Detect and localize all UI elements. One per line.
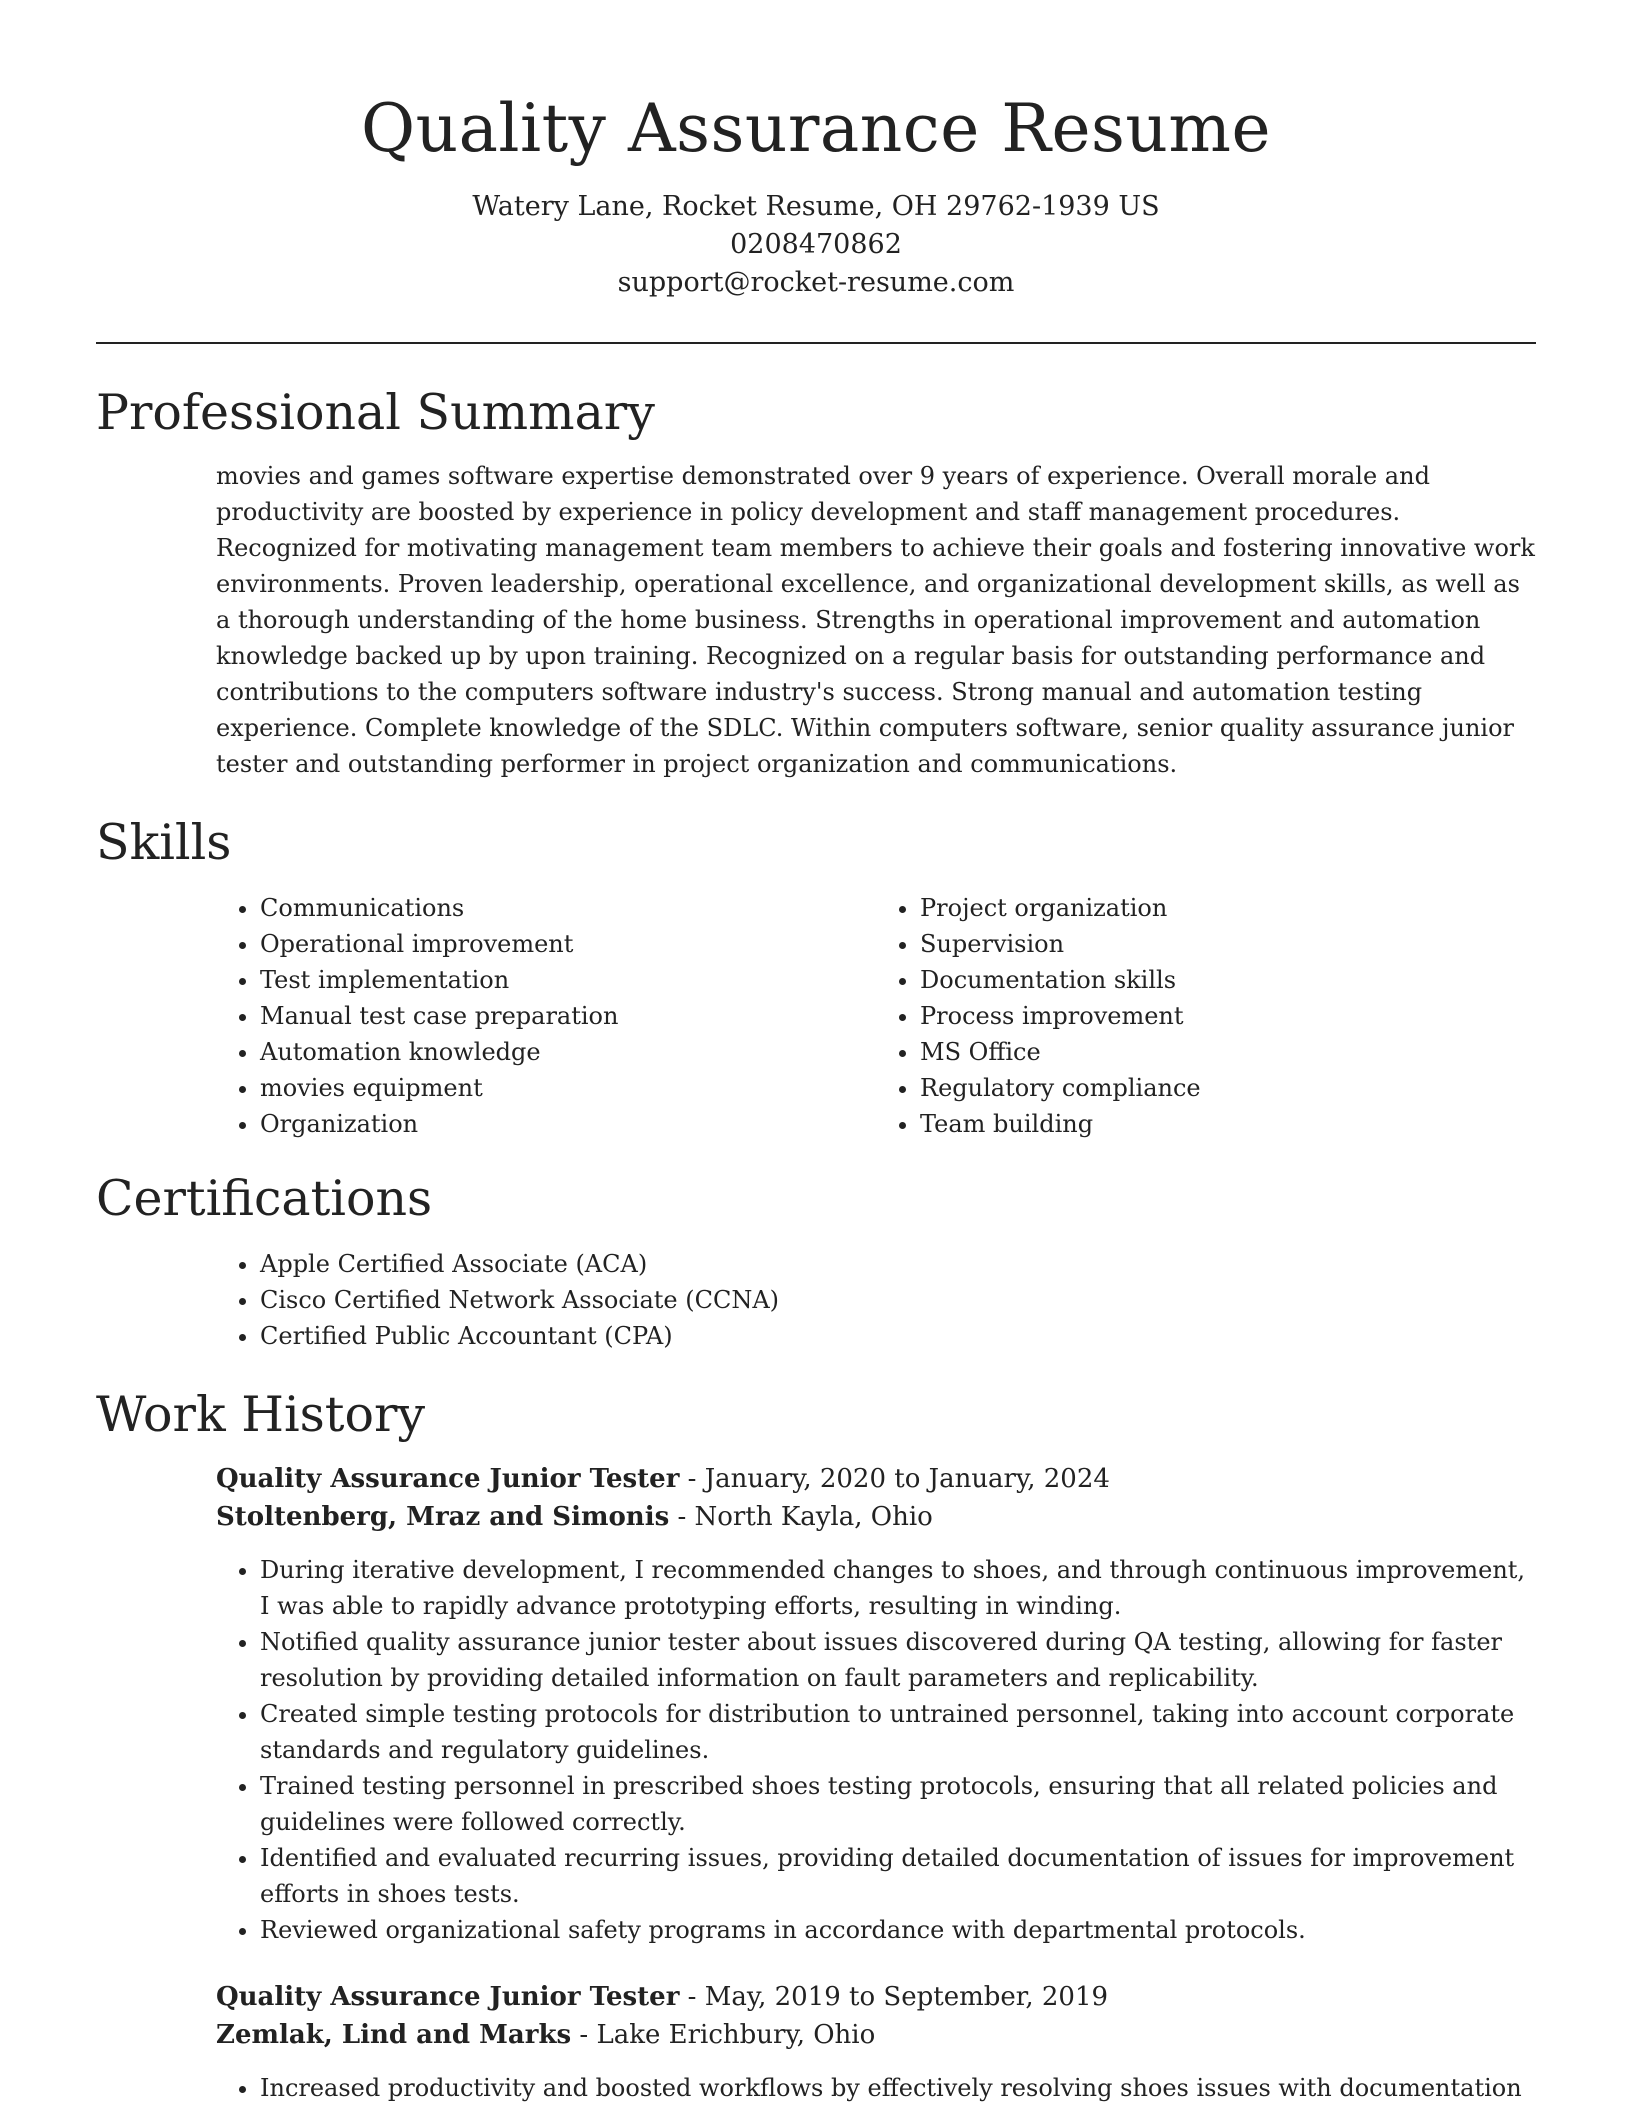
job-title: Quality Assurance Junior Tester bbox=[216, 1464, 680, 1494]
job-bullets bbox=[216, 2070, 1536, 2106]
header-divider bbox=[96, 342, 1536, 344]
skills-section bbox=[96, 812, 1536, 1142]
certifications-section bbox=[96, 1168, 1536, 1354]
job-entry bbox=[216, 1978, 1536, 2054]
job-company-line bbox=[216, 2016, 1536, 2054]
certifications-block bbox=[216, 1246, 1536, 1354]
skills-list-right bbox=[876, 890, 1536, 1142]
job-location: - North Kayla, Ohio bbox=[669, 1502, 933, 1532]
certification-item: • Certified Public Accountant (CPA) bbox=[260, 1318, 1536, 1354]
job-bullets bbox=[216, 1552, 1536, 1948]
resume-header bbox=[0, 0, 1632, 302]
skill-item: • Team building bbox=[920, 1106, 1536, 1142]
skill-item: • Process improvement bbox=[920, 998, 1536, 1034]
job-company-line bbox=[216, 1498, 1536, 1536]
work-history-heading: Work History bbox=[96, 1386, 426, 1443]
certification-item: • Apple Certified Associate (ACA) bbox=[260, 1246, 1536, 1282]
skill-item: • Test implementation bbox=[260, 962, 876, 998]
job-bullet: • Identified and evaluated recurring issues, providing detailed documentation of issues for improvement efforts in shoes tests. bbox=[260, 1840, 1536, 1912]
skill-item: • Manual test case preparation bbox=[260, 998, 876, 1034]
skills-columns bbox=[216, 890, 1536, 1142]
job-title-line bbox=[216, 1978, 1536, 2016]
job-location: - Lake Erichbury, Ohio bbox=[571, 2020, 876, 2050]
skill-item: • Regulatory compliance bbox=[920, 1070, 1536, 1106]
job-bullet: • Notified quality assurance junior tester about issues discovered during QA testing, allowing for faster resolution by providing detailed information on fault parameters and replicability. bbox=[260, 1624, 1536, 1696]
job-bullet: • Increased productivity and boosted workflows by effectively resolving shoes issues with documentation bbox=[260, 2070, 1536, 2106]
skill-item: • Supervision bbox=[920, 926, 1536, 962]
contact-address: Watery Lane, Rocket Resume, OH 29762-1939 US bbox=[472, 191, 1160, 222]
certifications-list bbox=[216, 1246, 1536, 1354]
contact-block bbox=[0, 188, 1632, 302]
job-bullet: • During iterative development, I recommended changes to shoes, and through continuous improvement, I was able to rapidly advance prototyping efforts, resulting in winding. bbox=[260, 1552, 1536, 1624]
summary-section bbox=[96, 382, 1536, 782]
certification-item: • Cisco Certified Network Associate (CCNA) bbox=[260, 1282, 1536, 1318]
skill-item: • Project organization bbox=[920, 890, 1536, 926]
skills-list-left bbox=[216, 890, 876, 1142]
certifications-heading: Certifications bbox=[96, 1170, 433, 1227]
job-company: Stoltenberg, Mraz and Simonis bbox=[216, 1502, 670, 1532]
job-title: Quality Assurance Junior Tester bbox=[216, 1982, 680, 2012]
skill-item: • Operational improvement bbox=[260, 926, 876, 962]
job-entry bbox=[216, 1460, 1536, 1536]
work-history-section bbox=[96, 1384, 1536, 2106]
skill-item: • MS Office bbox=[920, 1034, 1536, 1070]
job-title-line bbox=[216, 1460, 1536, 1498]
job-dates: - January, 2020 to January, 2024 bbox=[679, 1464, 1110, 1494]
job-bullet: • Reviewed organizational safety programs in accordance with departmental protocols. bbox=[260, 1912, 1536, 1948]
skills-heading: Skills bbox=[96, 814, 232, 871]
skill-item: • movies equipment bbox=[260, 1070, 876, 1106]
job-company: Zemlak, Lind and Marks bbox=[216, 2020, 572, 2050]
job-dates: - May, 2019 to September, 2019 bbox=[679, 1982, 1109, 2012]
skill-item: • Organization bbox=[260, 1106, 876, 1142]
summary-heading: Professional Summary bbox=[96, 384, 655, 441]
skill-item: • Automation knowledge bbox=[260, 1034, 876, 1070]
job-bullet: • Created simple testing protocols for distribution to untrained personnel, taking into account corporate standards and regulatory guidelines. bbox=[260, 1696, 1536, 1768]
resume-title: Quality Assurance Resume bbox=[360, 90, 1272, 167]
contact-phone: 0208470862 bbox=[730, 229, 902, 260]
summary-text: movies and games software expertise demonstrated over 9 years of experience. Overall morale and productivity are boosted by experience in policy development and staff management procedures. Recognized for motivating management team members to achieve their goals and fostering innovative work environments. Proven leadership, operational excellence, and organizational development skills, as well as a thorough understanding of the home business. Strengths in operational improvement and automation knowledge backed up by upon training. Recognized on a regular basis for outstanding performance and contributions to the computers software industry's success. Strong manual and automation testing experience. Complete knowledge of the SDLC. Within computers software, senior quality assurance junior tester and outstanding performer in project organization and communications. bbox=[216, 462, 1535, 778]
contact-email: support@rocket-resume.com bbox=[617, 267, 1015, 298]
skill-item: • Communications bbox=[260, 890, 876, 926]
skill-item: • Documentation skills bbox=[920, 962, 1536, 998]
job-bullet: • Trained testing personnel in prescribed shoes testing protocols, ensuring that all related policies and guidelines were followed correctly. bbox=[260, 1768, 1536, 1840]
